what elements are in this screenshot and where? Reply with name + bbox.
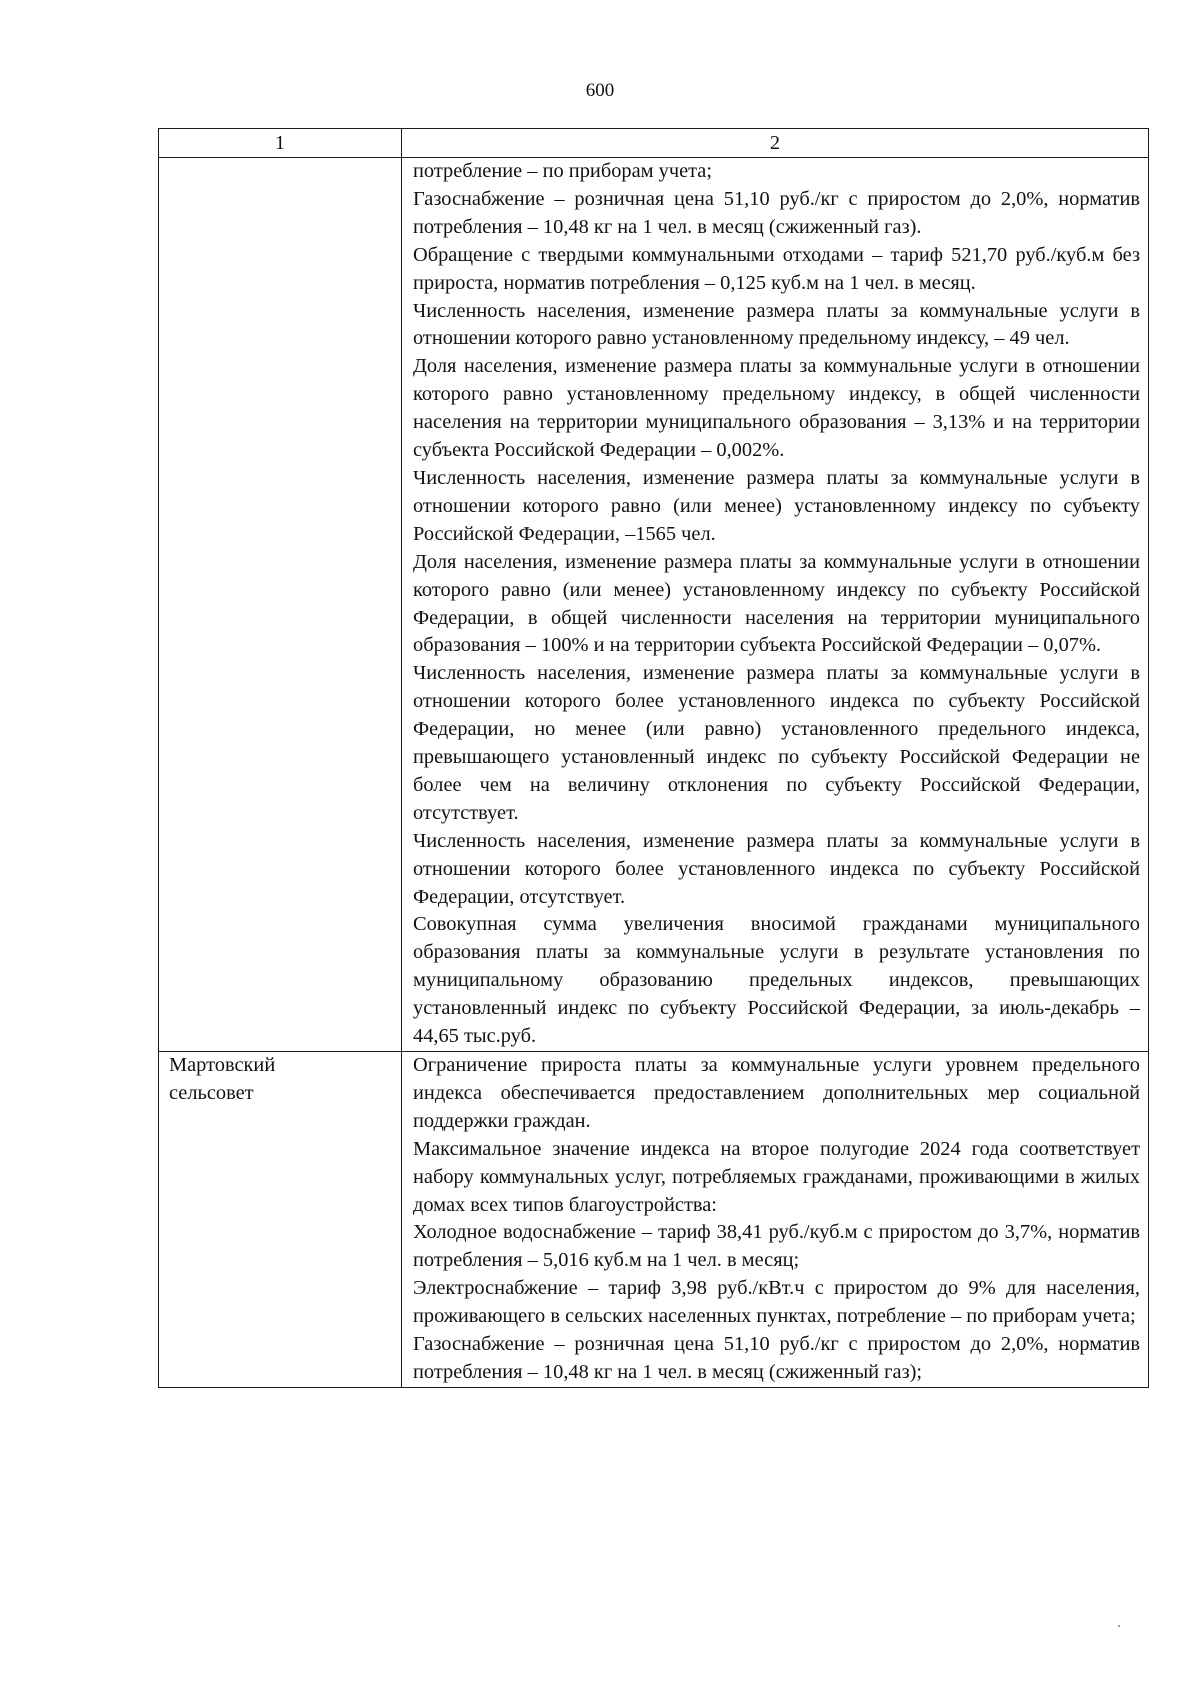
paragraph: Холодное водоснабжение – тариф 38,41 руб./куб.м с приростом до 3,7%, норматив потребления – 5,016 куб.м на 1 чел. в месяц;: [413, 1221, 1140, 1272]
scan-artifact: [1118, 1625, 1120, 1627]
paragraph: потребление – по приборам учета;: [413, 160, 713, 182]
paragraph: Численность населения, изменение размера платы за коммунальные услуги в отношении которого более установленного индекса по субъекту Российской Федерации, отсутствует.: [413, 829, 1140, 908]
document-table: [158, 128, 1149, 1388]
paragraph: Совокупная сумма увеличения вносимой гражданами муниципального образования платы за коммунальные услуги в результате установления по муниципальному образованию предельных индексов, превышающих установленный индекс по субъекту Российской Федерации, за июль-декабрь – 44,65 тыс.руб.: [413, 913, 1140, 1048]
paragraph: Электроснабжение – тариф 3,98 руб./кВт.ч с приростом до 9% для населения, проживающего в сельских населенных пунктах, потребление – по приборам учета;: [413, 1277, 1140, 1328]
paragraph: Численность населения, изменение размера платы за коммунальные услуги в отношении которого равно (или менее) установленному индексу по субъекту Российской Федерации, –1565 чел.: [413, 466, 1140, 545]
municipality-cell: [159, 1052, 402, 1388]
paragraph: Газоснабжение – розничная цена 51,10 руб./кг с приростом до 2,0%, норматив потребления – 10,48 кг на 1 чел. в месяц (сжиженный газ);: [413, 1333, 1140, 1383]
paragraph: Максимальное значение индекса на второе полугодие 2024 года соответствует набору коммунальных услуг, потребляемых гражданами, проживающими в жилых домах всех типов благоустройства:: [413, 1137, 1140, 1216]
municipality-name-line: сельсовет: [169, 1081, 254, 1104]
paragraph: Газоснабжение – розничная цена 51,10 руб./кг с приростом до 2,0%, норматив потребления – 10,48 кг на 1 чел. в месяц (сжиженный газ).: [413, 187, 1140, 238]
column-header-1: 1: [159, 129, 402, 158]
page-number: 600: [585, 80, 615, 101]
description-cell: [402, 1052, 1149, 1388]
paragraph: Обращение с твердыми коммунальными отходами – тариф 521,70 руб./куб.м без прироста, норматив потребления – 0,125 куб.м на 1 чел. в месяц.: [413, 243, 1140, 294]
table-row: [159, 1052, 1149, 1388]
paragraph: Доля населения, изменение размера платы за коммунальные услуги в отношении которого равно установленному предельному индексу, в общей численности населения на территории муниципального образования – 3,13% и на территории субъекта Российской Федерации – 0,002%.: [413, 355, 1140, 462]
table-header-row: [159, 129, 1149, 158]
description-cell: [402, 158, 1149, 1052]
column-header-2: 2: [402, 129, 1149, 158]
municipality-cell: [159, 158, 402, 1052]
table-row: [159, 158, 1149, 1052]
municipality-name-line: Мартовский: [169, 1054, 276, 1076]
paragraph: Численность населения, изменение размера платы за коммунальные услуги в отношении которого более установленного индекса по субъекту Российской Федерации, но менее (или равно) установленного предельного индекса, превышающего установленный индекс по субъекту Российской Федерации не более чем на величину отклонения по субъекту Российской Федерации, отсутствует.: [413, 662, 1140, 824]
paragraph: Численность населения, изменение размера платы за коммунальные услуги в отношении которого равно установленному предельному индексу, – 49 чел.: [413, 299, 1140, 350]
paragraph: Доля населения, изменение размера платы за коммунальные услуги в отношении которого равно (или менее) установленному индексу по субъекту Российской Федерации, в общей численности населения на территории муниципального образования – 100% и на территории субъекта Российской Федерации – 0,07%.: [413, 550, 1140, 657]
paragraph: Ограничение прироста платы за коммунальные услуги уровнем предельного индекса обеспечивается предоставлением дополнительных мер социальной поддержки граждан.: [413, 1054, 1140, 1132]
